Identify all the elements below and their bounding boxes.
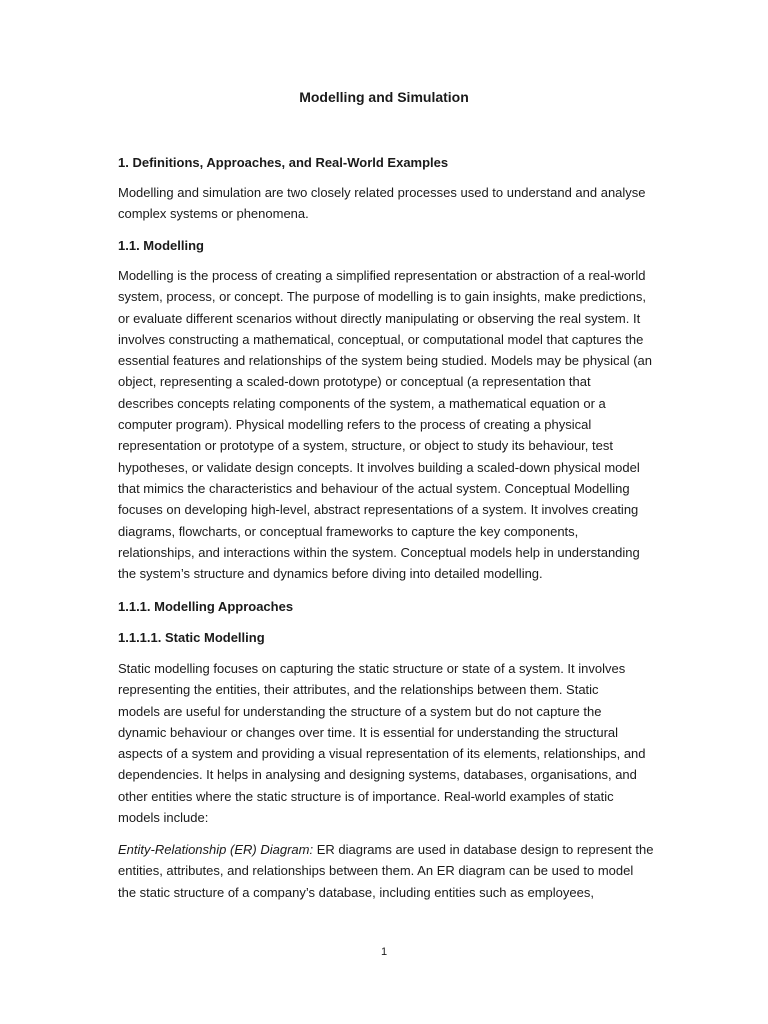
er-diagram-term: Entity-Relationship (ER) Diagram: (118, 842, 314, 857)
paragraph-line: computer program). Physical modelling refers to the process of creating a physical (118, 417, 592, 433)
paragraph-line: that mimics the characteristics and behaviour of the actual system. Conceptual Modelling (118, 480, 630, 496)
paragraph-line: models include: (118, 810, 209, 826)
paragraph-line: focuses on developing high-level, abstract representations of a system. It involves creating (118, 502, 639, 518)
section-heading-1: 1. Definitions, Approaches, and Real-World Examples (118, 155, 449, 170)
paragraph-line: hypotheses, or validate design concepts. It involves building a scaled-down physical model (118, 459, 640, 475)
paragraph-line: aspects of a system and providing a visual representation of its elements, relationships, and (118, 746, 646, 762)
paragraph-line: dependencies. It helps in analysing and designing systems, databases, organisations, and (118, 767, 637, 783)
paragraph-line: essential features and relationships of the system being studied. Models may be physical (an (118, 353, 653, 369)
paragraph-line: complex systems or phenomena. (118, 206, 309, 222)
paragraph-line: relationships, and interactions within the system. Conceptual models help in understanding (118, 544, 640, 560)
paragraph-line: dynamic behaviour or changes over time. It is essential for understanding the structural (118, 724, 619, 740)
paragraph-line: or evaluate different scenarios without directly manipulating or observing the real system. It (118, 310, 641, 326)
section-heading-1-1: 1.1. Modelling (118, 238, 204, 253)
paragraph-line: describes concepts relating components of the system, a mathematical equation or a (118, 395, 606, 411)
static-modelling-paragraph (118, 658, 650, 828)
intro-paragraph (118, 182, 650, 225)
paragraph-line (118, 839, 654, 860)
paragraph-line: Static modelling focuses on capturing the static structure or state of a system. It involves (118, 661, 626, 676)
er-diagram-definition: ER diagrams are used in database design to represent the (313, 842, 654, 857)
section-heading-1-1-1: 1.1.1. Modelling Approaches (118, 599, 294, 614)
er-diagram-paragraph (118, 839, 654, 903)
paragraph-line: the system’s structure and dynamics before diving into detailed modelling. (118, 566, 543, 582)
section-heading-1-1-1-1: 1.1.1.1. Static Modelling (118, 630, 265, 645)
modelling-paragraph (118, 265, 653, 584)
paragraph-line: diagrams, flowcharts, or conceptual frameworks to capture the key components, (118, 523, 579, 539)
paragraph-line: models are useful for understanding the structure of a system but do not capture the (118, 703, 602, 719)
paragraph-line: the static structure of a company’s database, including entities such as employees, (118, 884, 594, 900)
paragraph-line: representation or prototype of a system, structure, or object to study its behaviour, test (118, 438, 613, 454)
paragraph-line: Modelling is the process of creating a simplified representation or abstraction of a real-world (118, 268, 646, 283)
paragraph-line: representing the entities, their attributes, and the relationships between them. Static (118, 682, 599, 698)
paragraph-line: involves constructing a mathematical, conceptual, or computational model that captures the (118, 331, 644, 347)
document-title: Modelling and Simulation (299, 89, 469, 105)
paragraph-line: object, representing a scaled-down prototype) or conceptual (a representation that (118, 374, 591, 390)
paragraph-line: entities, attributes, and relationships between them. An ER diagram can be used to model (118, 863, 634, 879)
page-number: 1 (380, 946, 388, 958)
paragraph-line: system, process, or concept. The purpose of modelling is to gain insights, make predictions, (118, 289, 646, 305)
paragraph-line: other entities where the static structure is of importance. Real-world examples of static (118, 788, 614, 804)
paragraph-line: Modelling and simulation are two closely related processes used to understand and analyse (118, 185, 646, 200)
